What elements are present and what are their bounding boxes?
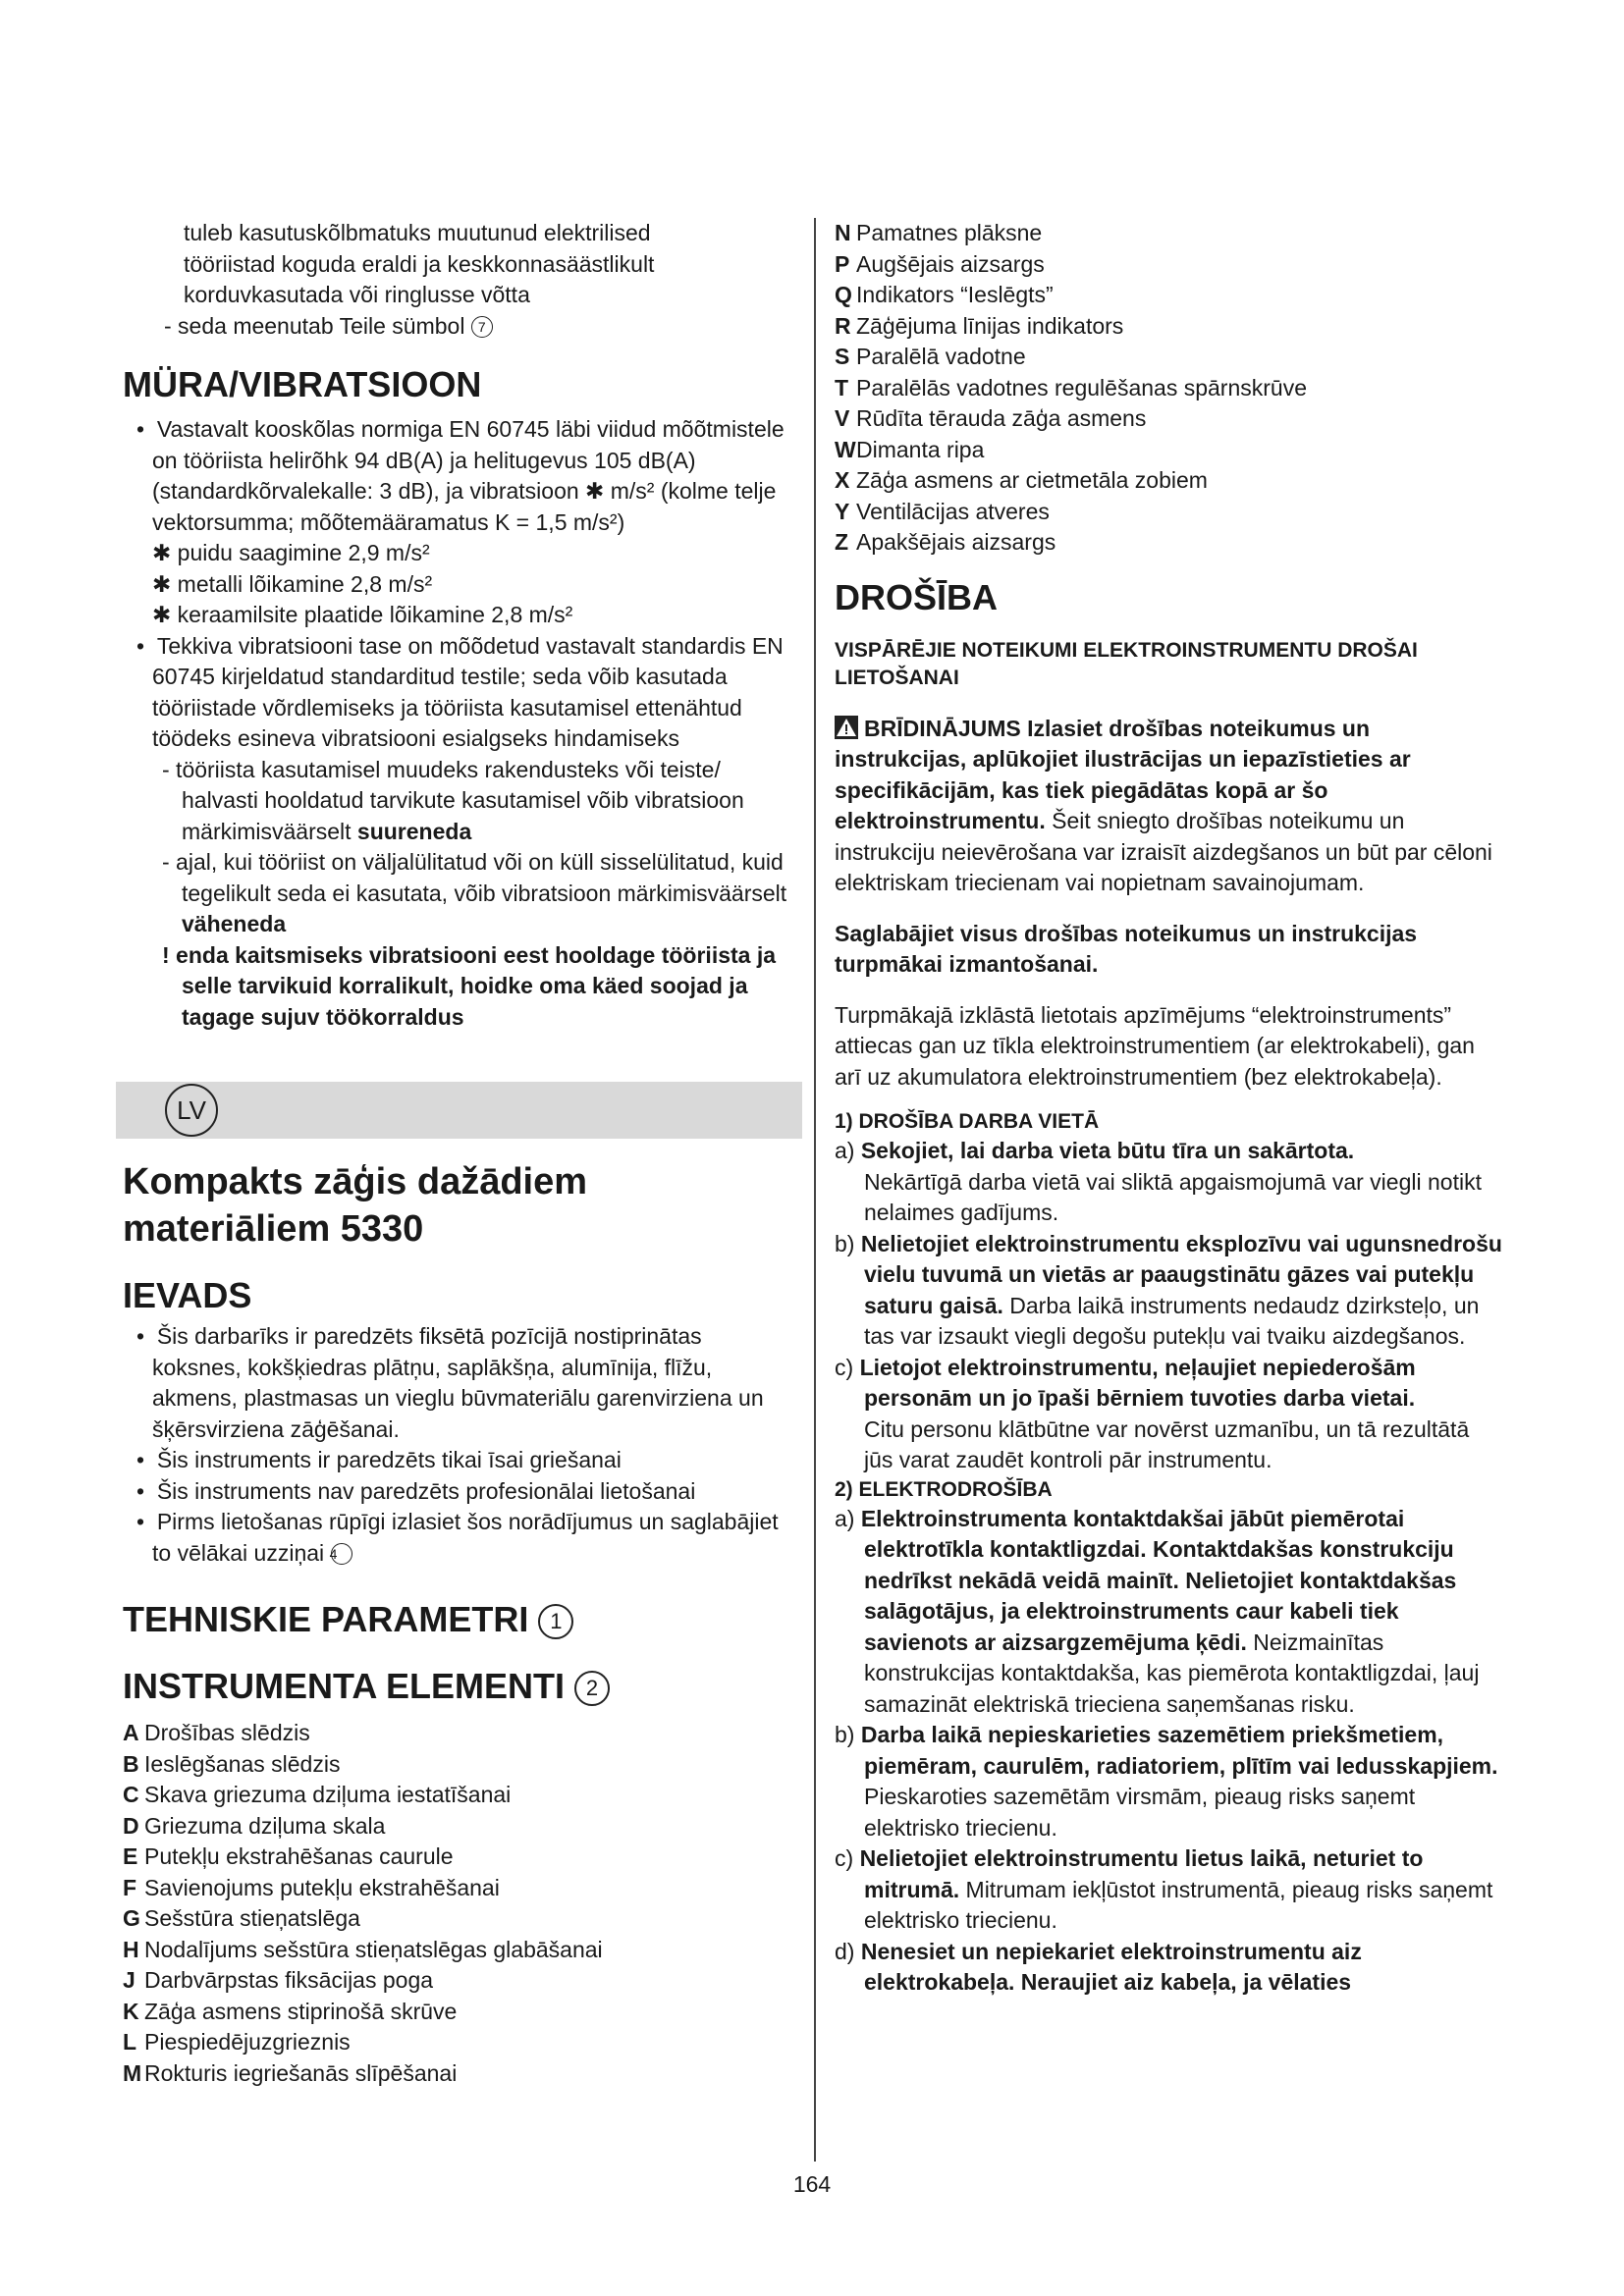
element-label: Ventilācijas atveres [856, 498, 1050, 524]
product-title: Kompakts zāģis dažādiem [123, 1161, 588, 1202]
element-list-item [835, 311, 1502, 343]
heading-mura: MÜRA/VIBRATSIOON [123, 364, 482, 404]
element-label: Rūdīta tērauda zāģa asmens [856, 405, 1147, 431]
element-label: Zāģa asmens ar cietmetāla zobiem [856, 467, 1208, 493]
element-key: E [123, 1843, 138, 1869]
heading-ievads: IEVADS [123, 1275, 252, 1315]
element-key: W [835, 436, 856, 462]
intro-line: korduvkasutada või ringlusse võtta [184, 282, 530, 307]
element-label: Savienojums putekļu ekstrahēšanai [144, 1874, 500, 1900]
element-label: Indikators “Ieslēgts” [856, 282, 1054, 307]
safety-item: a) Sekojiet, lai darba vieta būtu tīra un sakārtota. [835, 1138, 1355, 1163]
ievads-bullet: • Šis darbarīks ir paredzēts fiksētā pozīcijā nostiprinātas koksnes, kokšķiedras plātņu, saplākšņa, alumīnija, flīžu, akmens, plastmasas un vieglu būvmateriālu garenvirziena un šķērsvirziena zāģēšanai. [136, 1323, 764, 1442]
language-badge: LV [165, 1084, 218, 1137]
element-label: Zāģējuma līnijas indikators [856, 312, 1124, 339]
element-label: Paralēlā vadotne [856, 344, 1026, 369]
heading-instr: INSTRUMENTA ELEMENTI 2 [123, 1665, 795, 1708]
element-list-item [835, 373, 1502, 404]
element-label: Sešstūra stieņatslēga [144, 1905, 360, 1931]
element-label: Augšējais aizsargs [856, 250, 1045, 277]
mura-warning: ! enda kaitsmiseks vibratsiooni eest hooldage tööriista ja selle tarvikuid korralikult, hoidke oma käed soojad ja tagage sujuv töökorraldus [162, 941, 777, 1030]
safety-item: c) Nelietojiet elektroinstrumentu lietus laikā, neturiet to mitrumā. Mitrumam iekļūstot instrumentā, pieaug risks saņemt elektrisko triecienu. [835, 1845, 1493, 1933]
circled-number: 7 [471, 316, 493, 338]
safety-item: a) Elektroinstrumenta kontaktdakšai jābūt piemērotai elektrotīkla kontaktligzdai. Kontaktdakšas konstrukciju nedrīkst nekādā veidā mainīt. Nelietojiet kontaktdakšas salāgotājus, ja elektroinstruments caur kabeli tiek savienots ar aizsargzemējuma ķēdi. Neizmainītas konstrukcijas kontaktdakša, kas piemērota kontaktligzdai, ļauj samazināt elektriskā trieciena saņemšanas risku. [835, 1505, 1480, 1717]
element-key: N [835, 220, 851, 245]
section-heading: 2) ELEKTRODROŠĪBA [835, 1477, 1053, 1501]
element-list-item [835, 403, 1502, 435]
save-instructions: Saglabājiet visus drošības noteikumus un instrukcijas turpmākai izmantošanai. [835, 920, 1418, 977]
element-list-item [835, 497, 1502, 528]
element-list-item [835, 527, 1502, 559]
element-list-item [835, 280, 1502, 311]
element-list-item [123, 1842, 795, 1873]
warning-paragraph: BRĪDINĀJUMS Izlasiet drošības noteikumus un instrukcijas, aplūkojiet ilustrācijas un iepazīstieties ar specifikācijām, kas tiek piegādātas kopā ar šo elektroinstrumentu. Šeit sniegto drošības noteikumu un instrukciju neievērošana var izraisīt aizdegšanos un būt par cēloni elektriskam triecienam vai nopietnam savainojumam. [835, 715, 1492, 895]
element-list-item [123, 1718, 795, 1749]
element-list-item [123, 1749, 795, 1781]
element-key: R [835, 312, 851, 339]
element-list-item [123, 1903, 795, 1935]
element-list-item [123, 1811, 795, 1842]
element-list-item [835, 465, 1502, 497]
element-label: Rokturis iegriešanās slīpēšanai [144, 2059, 458, 2086]
element-list-item [835, 218, 1502, 249]
ievads-bullet: • Pirms lietošanas rūpīgi izlasiet šos norādījumus un saglabājiet to vēlākai uzziņai 4 [136, 1509, 779, 1566]
safety-item: d) Nenesiet un nepiekariet elektroinstrumentu aiz elektrokabeļa. Neraujiet aiz kabeļa, ja vēlaties [835, 1938, 1362, 1995]
warning-icon [835, 716, 858, 739]
element-key: G [123, 1905, 140, 1931]
element-list-item [123, 1873, 795, 1904]
element-label: Nodalījums sešstūra stieņatslēgas glabāšanai [144, 1936, 603, 1962]
element-list-item [835, 342, 1502, 373]
safety-item: b) Darba laikā nepieskarieties sazemētiem priekšmetiem, piemēram, caurulēm, radiatoriem, plītīm vai ledusskapjiem. Pieskaroties sazemētām virsmām, pieaug risks saņemt elektrisko triecienu. [835, 1722, 1498, 1841]
element-label: Griezuma dziļuma skala [144, 1812, 386, 1839]
section-heading: 1) DROŠĪBA DARBA VIETĀ [835, 1110, 1100, 1133]
mura-dash: - ajal, kui tööriist on väljalülitatud või on küll sisselülitatud, kuid tegelikult seda ei kasutata, võib vibratsioon märkimisväärselt väheneda [162, 849, 787, 936]
safety-item: b) Nelietojiet elektroinstrumentu eksplozīvu vai ugunsnedrošu vielu tuvumā un vietās ar paaugstinātu gāzes vai putekļu saturu gaisā. Darba laikā instruments nedaudz dzirksteļo, un tas var izsaukt viegli degošu putekļu vai tvaiku aizdegšanos. [835, 1230, 1502, 1349]
element-label: Ieslēgšanas slēdzis [144, 1750, 341, 1777]
safety-item-text: Citu personu klātbūtne var novērst uzmanību, un tā rezultātā jūs varat zaudēt kontroli pār instrumentu. [864, 1415, 1470, 1472]
element-label: Pamatnes plāksne [856, 220, 1043, 245]
element-key: A [123, 1720, 139, 1745]
mura-star: ✱ puidu saagimine 2,9 m/s² [152, 540, 430, 565]
element-key: B [123, 1750, 139, 1777]
element-key: J [123, 1967, 135, 1993]
element-label: Drošības slēdzis [144, 1720, 310, 1745]
left-column [123, 218, 795, 2089]
circled-number: 1 [538, 1604, 573, 1639]
safety-item: c) Lietojot elektroinstrumentu, neļaujiet nepiederošām personām un jo īpaši bērniem tuvoties darba vietai. [835, 1354, 1416, 1411]
heading-drosiba: DROŠĪBA [835, 576, 999, 617]
element-list-item [835, 249, 1502, 281]
intro-text [123, 218, 795, 311]
element-key: V [835, 405, 850, 431]
product-title: materiāliem 5330 [123, 1208, 424, 1250]
element-key: M [123, 2059, 142, 2086]
element-label: Putekļu ekstrahēšanas caurule [144, 1843, 454, 1869]
element-key: Y [835, 498, 850, 524]
mura-bullet: • Tekkiva vibratsiooni tase on mõõdetud vastavalt standardis EN 60745 kirjeldatud standarditud testile; seda võib kasutada tööriistade võrdlemiseks ja tööriista kasutamisel ettenähtud töödeks esineva vibratsiooni esialgseks hindamiseks [136, 632, 784, 751]
intro-line: tööriistad koguda eraldi ja keskkonnasäästlikult [184, 250, 655, 277]
element-key: F [123, 1874, 137, 1900]
mura-dash: - tööriista kasutamisel muudeks rakendusteks või teiste/ halvasti hooldatud tarvikute kasutamisel võib vibratsioon märkimisväärselt suureneda [162, 756, 744, 844]
element-key: D [123, 1812, 139, 1839]
element-list-item [835, 435, 1502, 466]
element-list-item [123, 2027, 795, 2058]
mura-star: ✱ keraamilsite plaatide lõikamine 2,8 m/s² [152, 602, 573, 627]
element-key: Z [835, 529, 849, 555]
page-number: 164 [792, 2171, 832, 2197]
definition-paragraph: Turpmākajā izklāstā lietotais apzīmējums “elektroinstruments” attiecas gan uz tīkla elektroinstrumentiem (ar elektrokabeli), gan arī uz akumulatora elektroinstrumentiem (bez elektrokabeļa). [835, 1001, 1475, 1090]
element-list-item [123, 1935, 795, 1966]
element-label: Darbvārpstas fiksācijas poga [144, 1967, 434, 1993]
mura-bullet: • Vastavalt kooskõlas normiga EN 60745 läbi viidud mõõtmistele on tööriista helirõhk 94 dB(A) ja helitugevus 105 dB(A) (standardkõrvalekalle: 3 dB), ja vibratsioon ✱ m/s² (kolme telje vektorsumma; mõõtemääramatus K = 1,5 m/s²) [136, 416, 785, 535]
intro-line: tuleb kasutuskõlbmatuks muutunud elektrilised [184, 220, 651, 245]
intro-dash: - seda meenutab Teile sümbol 7 [123, 311, 795, 343]
elements-list-right [835, 218, 1502, 559]
heading-vispar: VISPĀRĒJIE NOTEIKUMI ELEKTROINSTRUMENTU DROŠAI LIETOŠANAI [835, 638, 1418, 689]
safety-item-text: Nekārtīgā darba vietā vai sliktā apgaismojumā var viegli notikt nelaimes gadījums. [864, 1168, 1482, 1225]
element-key: H [123, 1936, 139, 1962]
ievads-bullet: • Šis instruments ir paredzēts tikai īsai griešanai [136, 1447, 622, 1472]
element-list-item [123, 1780, 795, 1811]
element-list-item [123, 1965, 795, 1997]
heading-tehn: TEHNISKIE PARAMETRI 1 [123, 1598, 795, 1641]
element-label: Paralēlās vadotnes regulēšanas spārnskrūve [856, 374, 1307, 400]
language-band [116, 1082, 802, 1139]
mura-star: ✱ metalli lõikamine 2,8 m/s² [152, 570, 433, 597]
elements-list-left [123, 1718, 795, 2089]
element-key: P [835, 250, 850, 277]
element-label: Apakšējais aizsargs [856, 529, 1056, 555]
element-list-item [123, 1997, 795, 2028]
element-label: Skava griezuma dziļuma iestatīšanai [144, 1782, 512, 1807]
element-key: C [123, 1782, 139, 1807]
element-key: X [835, 467, 850, 493]
element-key: L [123, 2029, 137, 2055]
element-list-item [123, 2058, 795, 2090]
circled-number: 4 [331, 1543, 352, 1565]
element-label: Zāģa asmens stiprinošā skrūve [144, 1998, 458, 2024]
right-column [835, 218, 1502, 1999]
element-label: Piespiedējuzgrieznis [144, 2029, 351, 2055]
element-key: Q [835, 282, 852, 307]
column-divider [814, 218, 816, 2162]
ievads-bullet: • Šis instruments nav paredzēts profesionālai lietošanai [136, 1477, 696, 1504]
element-key: S [835, 344, 850, 369]
element-key: K [123, 1998, 139, 2024]
element-label: Dimanta ripa [856, 436, 985, 462]
circled-number: 2 [574, 1671, 610, 1706]
element-key: T [835, 374, 849, 400]
